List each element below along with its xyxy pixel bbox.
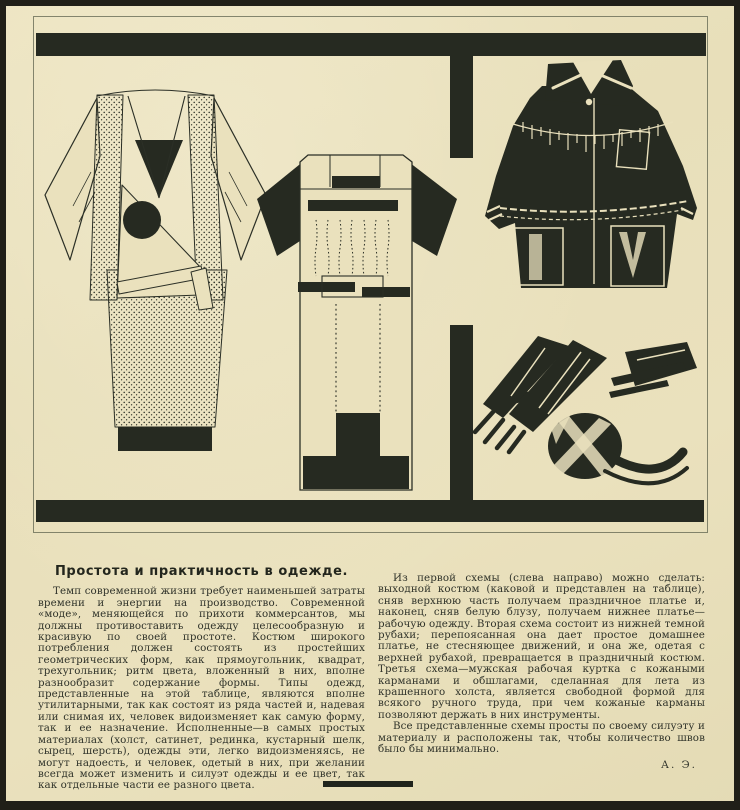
end-of-article-divider [323,781,413,787]
left-column [38,566,365,792]
right-column [378,566,705,792]
right-paragraph-2: Все представленные схемы просты по своему силуэту и материалу и расположены так, чтобы количество швов было бы минимально. [378,720,705,756]
skirt-hem-band [118,427,212,451]
right-paragraph-1: Из первой схемы (слева направо) можно сделать: выходной костюм (каковой и представлен на таблице), сняв верхнюю часть получаем праздничное платье и, наконец, сняв белую блузу, получаем нижнее платье—рабочую одежду. Вторая схема состоит из нижней темной рубахи; перепоясанная она дает простое домашнее платье, не стесняющее движений, и она же, одетая с верхней рубахой, превращается в праздничный костюм. Третья схема—мужская рабочая куртка с кожаными карманами и обшлагами, сделанная для лета из крашенного холста, является свободной формой для всякого ручного труда, при чем кожаные карманы позволяют держать в них инструменты. [378,572,705,721]
frame-vertical-bar-lower [450,325,473,500]
frame-vertical-bar-upper [450,56,473,158]
chest-band [308,200,398,211]
illustration-panel [33,16,708,533]
hem-band [303,456,409,489]
neck-triangle [135,140,183,198]
belted-dress [257,155,457,490]
jacket-body [485,86,697,288]
womens-wrap-costume [45,90,266,451]
collar-dark-rect [332,176,380,188]
author-signature: А. Э. [661,758,697,771]
article [38,566,705,792]
black-circle-motif [123,201,161,239]
article-title: Простота и практичность в одежде. [54,564,349,579]
collar-button [586,99,592,105]
belt-right-segment [362,287,410,297]
mens-work-jacket [485,60,697,288]
frame-top-bar [36,33,706,56]
left-pocket-motif [529,234,542,280]
hem-center-column [336,413,380,456]
accessories [475,336,697,483]
left-paragraph: Темп современной жизни требует наименьшей затраты времени и энергии на производство. Современной «моде», меняющейся по прихоти коммерсантов, мы должны противоставить одежду целесообразную и красивую по своей простоте. Костюм широкого потребления должен состоять из простейших геометрических форм, как прямоугольник, квадрат, трехугольник; ритм цвета, вложенный в них, вполне разнообразит содержание формы. Типы одежд, представленные на этой таблице, являются вполне утилитарными, так как состоят из ряда частей и, надевая или снимая их, человек видоизменяет как самую форму, так и ее назначение. Исполненные—в самых простых материалах (холст, сатинет, рединка, кустарный шелк, сырец, шерсть), одежды эти, легко видоизменяясь, не могут надоесть, и человек, одетый в них, при желании всегда может изменить и силуэт одежды и ее цвет, так как отдельные части ее разного цвета. [38,585,365,792]
frame-bottom-bar [36,500,704,522]
belt-left-segment [298,282,355,292]
